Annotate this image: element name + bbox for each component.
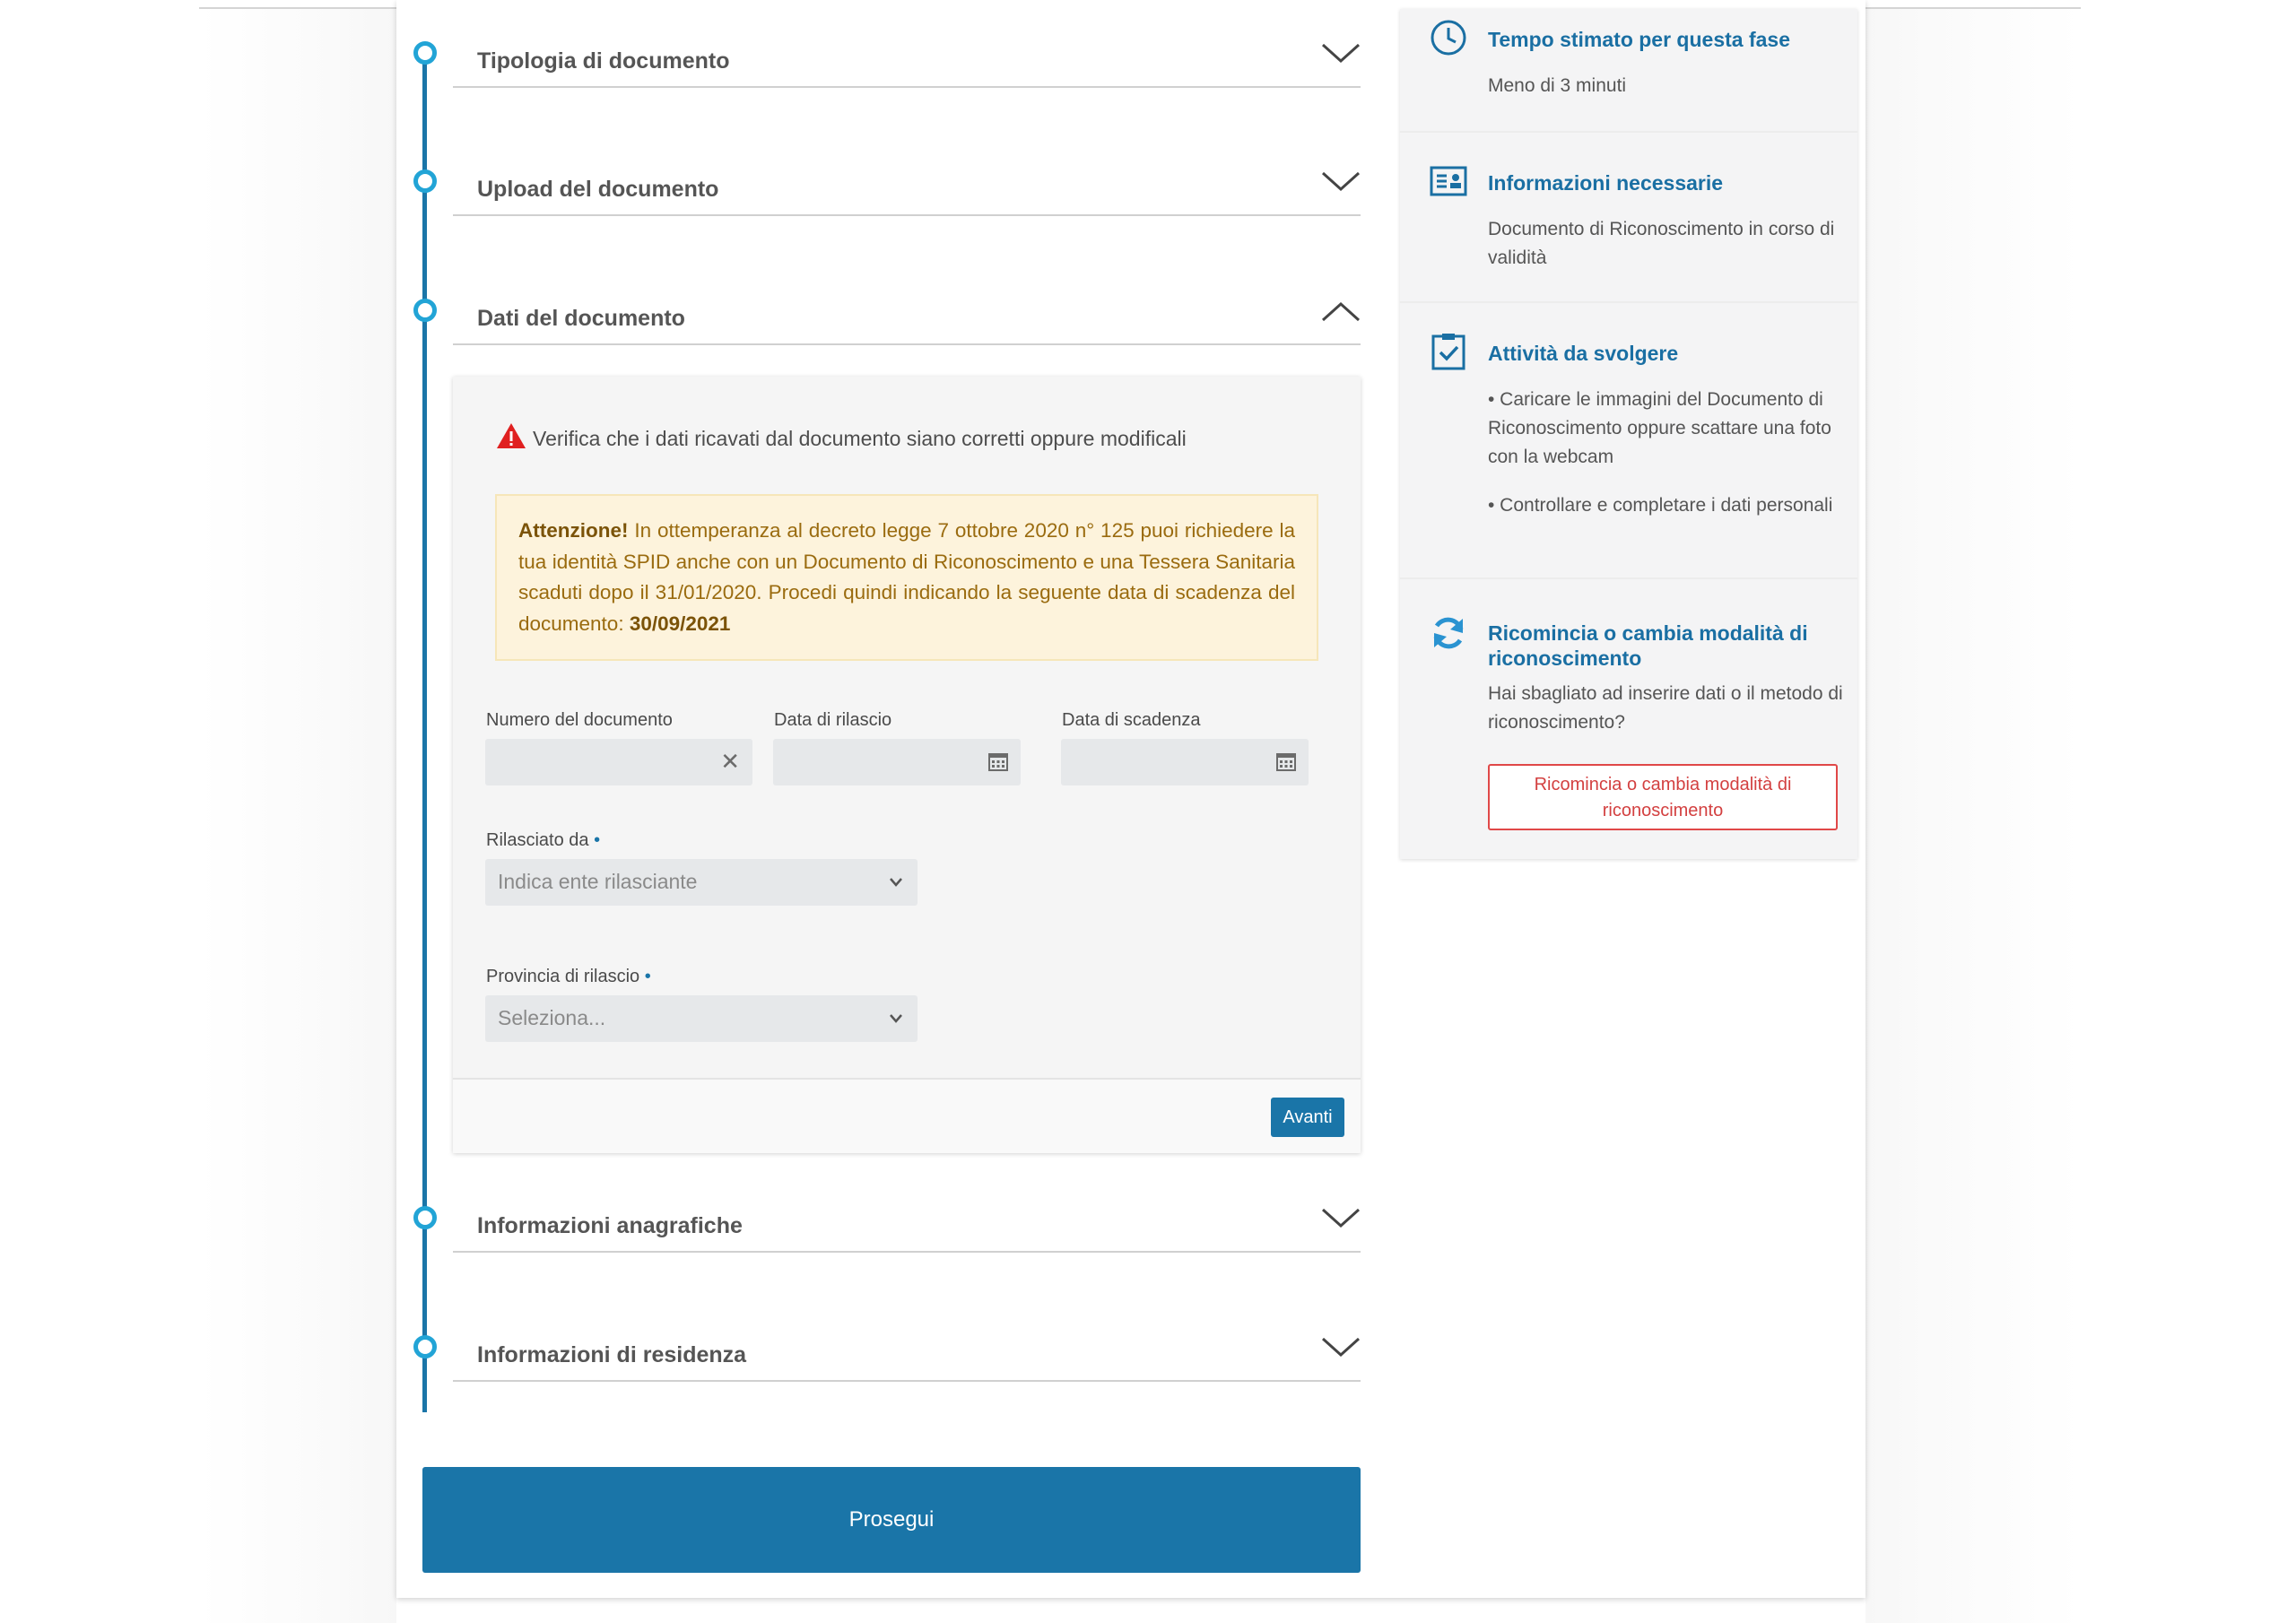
required-mark: • bbox=[594, 830, 601, 850]
refresh-icon bbox=[1429, 613, 1468, 653]
warning-icon bbox=[495, 421, 533, 456]
step-dot-3 bbox=[413, 299, 437, 322]
chevron-down-icon[interactable] bbox=[1321, 1333, 1361, 1360]
ricomincia-button[interactable]: Ricomincia o cambia modalità di riconoscimento bbox=[1488, 764, 1838, 830]
page-background-left bbox=[199, 9, 396, 1623]
sidebar-section-tempo bbox=[1400, 9, 1857, 133]
attivita-item-2: • Controllare e completare i dati personali bbox=[1488, 495, 1833, 516]
info-sidebar bbox=[1400, 9, 1857, 859]
provincia-rilascio-placeholder: Seleziona... bbox=[498, 1006, 606, 1029]
warning-text: Verifica che i dati ricavati dal documento siano corretti oppure modificali bbox=[533, 426, 1187, 450]
chevron-down-icon[interactable] bbox=[1321, 39, 1361, 66]
rilasciato-da-select[interactable] bbox=[485, 859, 918, 906]
rilasciato-da-placeholder: Indica ente rilasciante bbox=[498, 870, 698, 893]
attivita-title: Attività da svolgere bbox=[1488, 342, 1679, 365]
data-scadenza-label: Data di scadenza bbox=[1062, 710, 1201, 730]
clock-icon bbox=[1429, 18, 1468, 57]
chevron-down-icon bbox=[889, 875, 903, 890]
rilasciato-da-label-text: Rilasciato da bbox=[486, 830, 589, 850]
step-title: Upload del documento bbox=[477, 177, 719, 202]
alert-text: In ottemperanza al decreto legge 7 ottobre 2020 n° 125 puoi richiedere la tua identità SPID anche con un Documento di Riconoscimento e una Tessera Sanitaria scaduti dopo il 31/01/2020. Procedi quindi indicando la seguente data di scadenza del documento: bbox=[518, 519, 1295, 635]
rilasciato-da-label bbox=[486, 830, 600, 851]
chevron-up-icon[interactable] bbox=[1321, 297, 1361, 324]
step-dot-1 bbox=[413, 41, 437, 65]
data-rilascio-input[interactable] bbox=[773, 739, 1021, 785]
data-scadenza-input[interactable] bbox=[1061, 739, 1309, 785]
step-title: Informazioni anagrafiche bbox=[477, 1213, 743, 1238]
panel-footer bbox=[453, 1078, 1361, 1153]
calendar-icon[interactable] bbox=[988, 751, 1008, 777]
step-tipologia[interactable] bbox=[453, 48, 1361, 88]
chevron-down-icon[interactable] bbox=[1321, 168, 1361, 195]
document-data-panel bbox=[453, 377, 1361, 1153]
prosegui-button[interactable]: Prosegui bbox=[422, 1467, 1361, 1573]
attivita-item-1: • Caricare le immagini del Documento di Riconoscimento oppure scattare una foto con la webcam bbox=[1488, 389, 1831, 467]
numero-documento-input[interactable] bbox=[485, 739, 752, 785]
numero-documento-label: Numero del documento bbox=[486, 710, 673, 730]
avanti-button[interactable]: Avanti bbox=[1271, 1098, 1344, 1137]
clear-icon[interactable]: ✕ bbox=[720, 748, 740, 775]
ricomincia-text: Hai sbagliato ad inserire dati o il metodo di riconoscimento? bbox=[1488, 683, 1843, 733]
page-background-right bbox=[1866, 9, 2081, 1623]
provincia-rilascio-label bbox=[486, 967, 651, 987]
data-rilascio-label: Data di rilascio bbox=[774, 710, 892, 730]
calendar-icon[interactable] bbox=[1276, 751, 1296, 777]
ricomincia-title: Ricomincia o cambia modalità di riconoscimento bbox=[1488, 621, 1808, 670]
chevron-down-icon[interactable] bbox=[1321, 1204, 1361, 1231]
chevron-down-icon bbox=[889, 1011, 903, 1026]
attention-alert bbox=[495, 494, 1318, 661]
step-dot-4 bbox=[413, 1206, 437, 1229]
tempo-title: Tempo stimato per questa fase bbox=[1488, 28, 1790, 51]
checklist-icon bbox=[1429, 332, 1468, 371]
sidebar-section-attivita bbox=[1400, 303, 1857, 579]
warning-message bbox=[495, 421, 1187, 456]
step-dot-2 bbox=[413, 169, 437, 193]
panel-body bbox=[453, 377, 1361, 1078]
provincia-rilascio-select[interactable] bbox=[485, 995, 918, 1042]
info-title: Informazioni necessarie bbox=[1488, 171, 1724, 195]
alert-date: 30/09/2021 bbox=[629, 612, 731, 635]
step-informazioni-anagrafiche[interactable] bbox=[453, 1213, 1361, 1253]
step-title: Dati del documento bbox=[477, 306, 685, 331]
step-dot-5 bbox=[413, 1335, 437, 1358]
sidebar-section-informazioni bbox=[1400, 133, 1857, 303]
info-text: Documento di Riconoscimento in corso di validità bbox=[1488, 219, 1835, 268]
provincia-rilascio-label-text: Provincia di rilascio bbox=[486, 967, 640, 986]
required-mark: • bbox=[644, 967, 651, 986]
tempo-text: Meno di 3 minuti bbox=[1488, 75, 1627, 96]
step-dati-documento[interactable] bbox=[453, 306, 1361, 345]
step-informazioni-residenza[interactable] bbox=[453, 1342, 1361, 1382]
alert-strong: Attenzione! bbox=[518, 519, 629, 542]
id-card-icon bbox=[1429, 161, 1468, 201]
step-upload[interactable] bbox=[453, 177, 1361, 216]
step-title: Tipologia di documento bbox=[477, 48, 730, 74]
step-title: Informazioni di residenza bbox=[477, 1342, 747, 1367]
